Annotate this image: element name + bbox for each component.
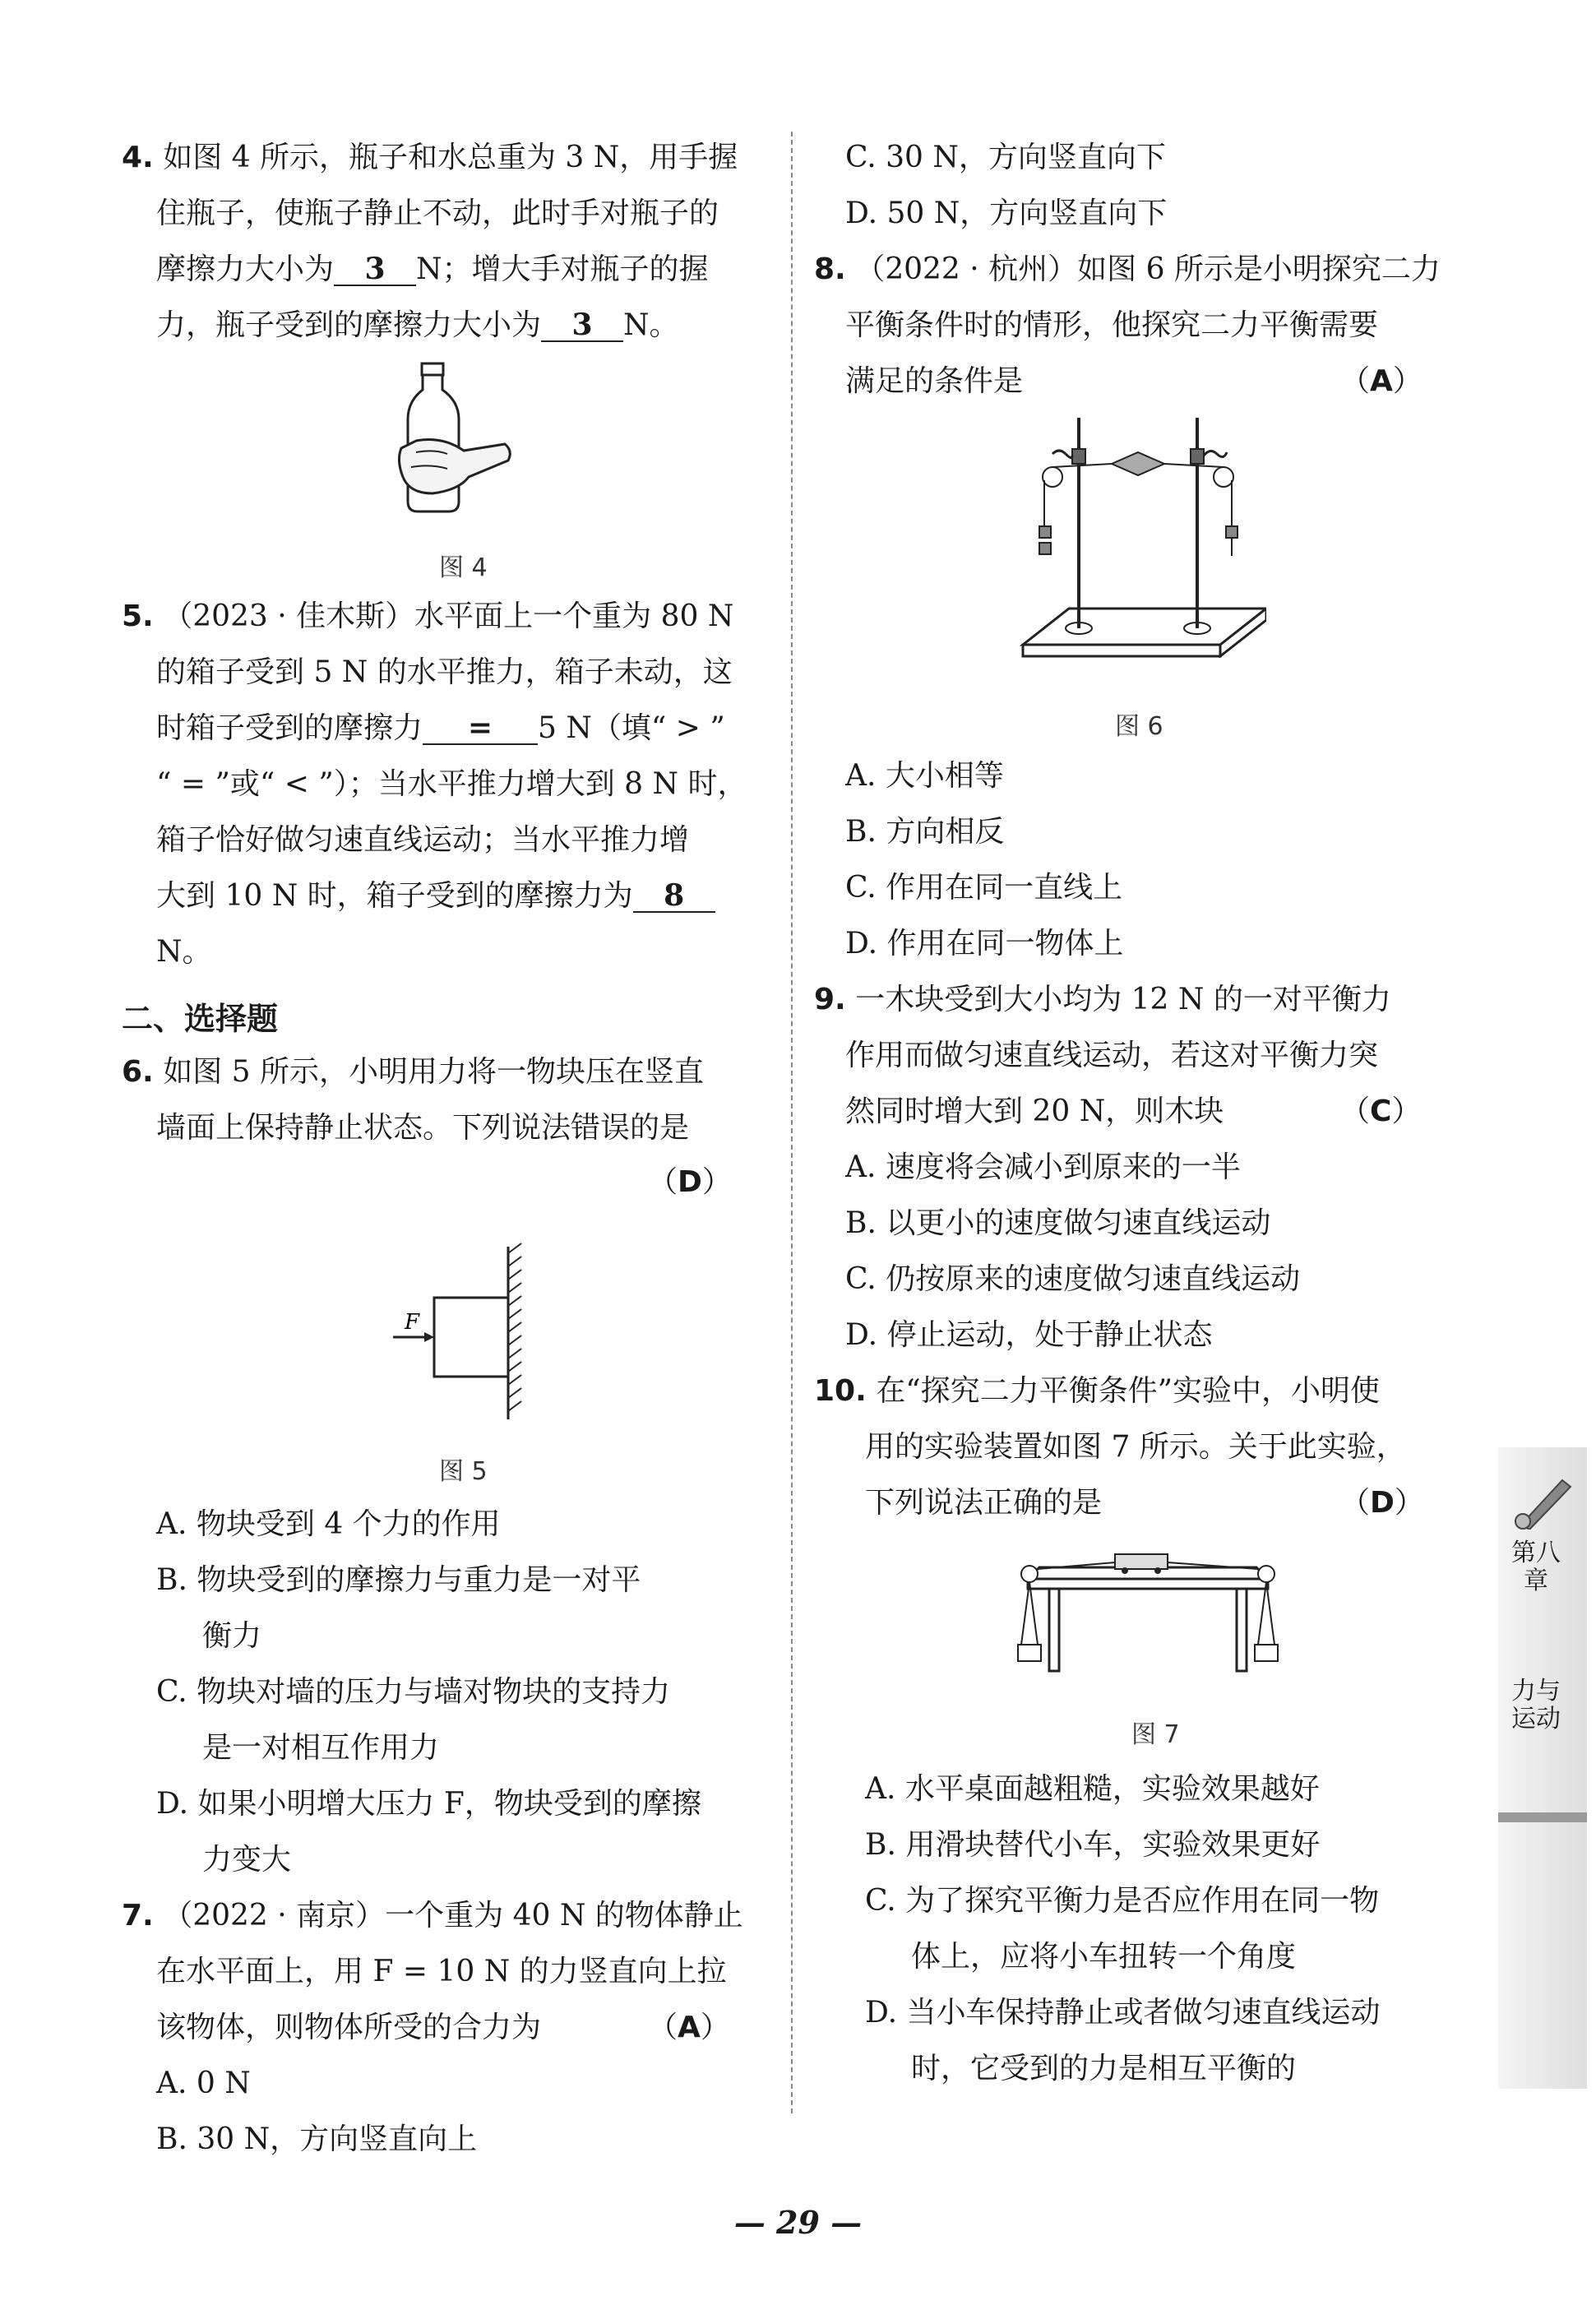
- option-c: C. 作用在同一直线上: [845, 871, 1123, 905]
- block-wall-figure: [393, 1242, 557, 1423]
- question-text: （2022 · 南京）一个重为 40 N 的物体静止: [163, 1899, 743, 1932]
- answer-bracket: （A）: [648, 2011, 730, 2044]
- choice-answer: A: [678, 2011, 701, 2044]
- question-text: 该物体，则物体所受的合力为: [156, 2011, 542, 2044]
- option-c: C. 为了探究平衡力是否应作用在同一物: [865, 1884, 1380, 1918]
- question-text: 作用而做匀速直线运动，若这对平衡力突: [845, 1039, 1379, 1072]
- answer-bracket: （C）: [1340, 1095, 1422, 1128]
- option-a: A. 大小相等: [845, 759, 1004, 793]
- question-text: “ = ”或“ < ”）；当水平推力增大到 8 N 时，: [156, 767, 747, 801]
- question-text: 力，瓶子受到的摩擦力大小为: [156, 308, 542, 342]
- question-number: 9.: [814, 983, 846, 1016]
- choice-answer: D: [1370, 1486, 1395, 1520]
- question-number: 8.: [814, 252, 846, 286]
- option-b: B. 方向相反: [845, 815, 1005, 849]
- question-number: 4.: [122, 141, 154, 174]
- question-text: 如图 4 所示，瓶子和水总重为 3 N，用手握: [163, 141, 738, 174]
- question-number: 7.: [122, 1899, 154, 1932]
- question-number: 6.: [122, 1055, 154, 1089]
- option-c: C. 物块对墙的压力与墙对物块的支持力: [156, 1675, 671, 1709]
- figure-caption: 图 7: [1131, 1720, 1180, 1749]
- answer-blank: =: [423, 712, 538, 745]
- question-text: 大到 10 N 时，箱子受到的摩擦力为: [156, 879, 633, 913]
- question-text: 箱子恰好做匀速直线运动；当水平推力增: [156, 823, 690, 857]
- question-text: （2022 · 杭州）如图 6 所示是小明探究二力: [855, 252, 1441, 286]
- question-text: 5 N（填“ > ”: [538, 711, 725, 745]
- option-d: D. 停止运动，处于静止状态: [845, 1318, 1213, 1352]
- question-text: N。: [156, 935, 212, 969]
- question-text: 摩擦力大小为: [156, 252, 335, 286]
- choice-answer: A: [1370, 364, 1393, 398]
- side-tab-rule: [1498, 1812, 1587, 1822]
- choice-answer: D: [678, 1165, 702, 1199]
- figure-caption: 图 6: [1115, 712, 1163, 741]
- bottle-figure: [393, 362, 516, 518]
- option-b: B. 以更小的速度做匀速直线运动: [845, 1206, 1271, 1240]
- option-b: B. 物块受到的摩擦力与重力是一对平: [156, 1563, 641, 1597]
- pen-icon: [1505, 1472, 1579, 1530]
- question-text: N；增大手对瓶子的握: [416, 252, 709, 286]
- option-a: A. 0 N: [156, 2067, 251, 2100]
- question-text: 在水平面上，用 F = 10 N 的力竖直向上拉: [156, 1955, 727, 1988]
- option-d-cont: 力变大: [202, 1843, 292, 1877]
- question-text: 平衡条件时的情形，他探究二力平衡需要: [845, 308, 1379, 342]
- figure-caption: 图 5: [439, 1457, 488, 1486]
- option-a: A. 速度将会减小到原来的一半: [845, 1150, 1241, 1184]
- answer-blank: 3: [334, 253, 416, 286]
- question-number: 10.: [814, 1374, 867, 1408]
- page-number: — 29 —: [733, 2204, 863, 2241]
- option-c: C. 仍按原来的速度做匀速直线运动: [845, 1262, 1301, 1296]
- figure-caption: 图 4: [439, 553, 488, 582]
- question-text: （2023 · 佳木斯）水平面上一个重为 80 N: [163, 599, 734, 633]
- option-c-cont: 是一对相互作用力: [202, 1731, 440, 1765]
- option-a: A. 水平桌面越粗糙，实验效果越好: [865, 1772, 1320, 1806]
- option-b-cont: 衡力: [202, 1619, 262, 1653]
- chapter-title: 力与运动: [1511, 1677, 1561, 1733]
- question-text: 然同时增大到 20 N，则木块: [845, 1095, 1224, 1128]
- option-d: D. 如果小明增大压力 F，物块受到的摩擦: [156, 1787, 701, 1821]
- question-text: 如图 5 所示，小明用力将一物块压在竖直: [163, 1055, 704, 1089]
- answer-bracket: （D）: [648, 1165, 732, 1199]
- choice-answer: C: [1370, 1095, 1392, 1128]
- option-b: B. 用滑块替代小车，实验效果更好: [865, 1828, 1321, 1862]
- answer-blank: 3: [541, 309, 623, 342]
- answer-bracket: （D）: [1340, 1486, 1424, 1520]
- answer-blank: 8: [633, 880, 715, 913]
- question-text: 下列说法正确的是: [865, 1486, 1103, 1520]
- question-number: 5.: [122, 599, 154, 633]
- answer-bracket: （A）: [1340, 364, 1423, 398]
- option-c: C. 30 N，方向竖直向下: [845, 141, 1166, 174]
- question-text: 的箱子受到 5 N 的水平推力，箱子未动，这: [156, 655, 733, 689]
- option-c-cont: 体上，应将小车扭转一个角度: [911, 1940, 1297, 1974]
- option-d: D. 作用在同一物体上: [845, 927, 1124, 960]
- force-label: F: [405, 1310, 420, 1335]
- question-text: 满足的条件是: [845, 364, 1024, 398]
- question-text: N。: [623, 308, 679, 342]
- question-text: 住瓶子，使瓶子静止不动，此时手对瓶子的: [156, 197, 719, 230]
- column-divider: [791, 132, 793, 2113]
- option-d: D. 当小车保持静止或者做匀速直线运动: [865, 1996, 1381, 2030]
- cart-table-figure: [1016, 1546, 1279, 1678]
- question-text: 一木块受到大小均为 12 N 的一对平衡力: [855, 983, 1391, 1016]
- question-text: 时箱子受到的摩擦力: [156, 711, 423, 745]
- balance-apparatus-figure: [1020, 411, 1266, 658]
- option-d: D. 50 N，方向竖直向下: [845, 197, 1168, 230]
- question-text: 用的实验装置如图 7 所示。关于此实验，: [865, 1430, 1406, 1464]
- question-text: 在“探究二力平衡条件”实验中，小明使: [876, 1374, 1381, 1408]
- option-d-cont: 时，它受到的力是相互平衡的: [911, 2052, 1297, 2085]
- option-a: A. 物块受到 4 个力的作用: [156, 1507, 501, 1541]
- option-b: B. 30 N，方向竖直向上: [156, 2122, 478, 2156]
- section-heading: 二、选择题: [122, 1001, 279, 1037]
- chapter-number: 第八章: [1511, 1539, 1561, 1595]
- question-text: 墙面上保持静止状态。下列说法错误的是: [156, 1111, 690, 1145]
